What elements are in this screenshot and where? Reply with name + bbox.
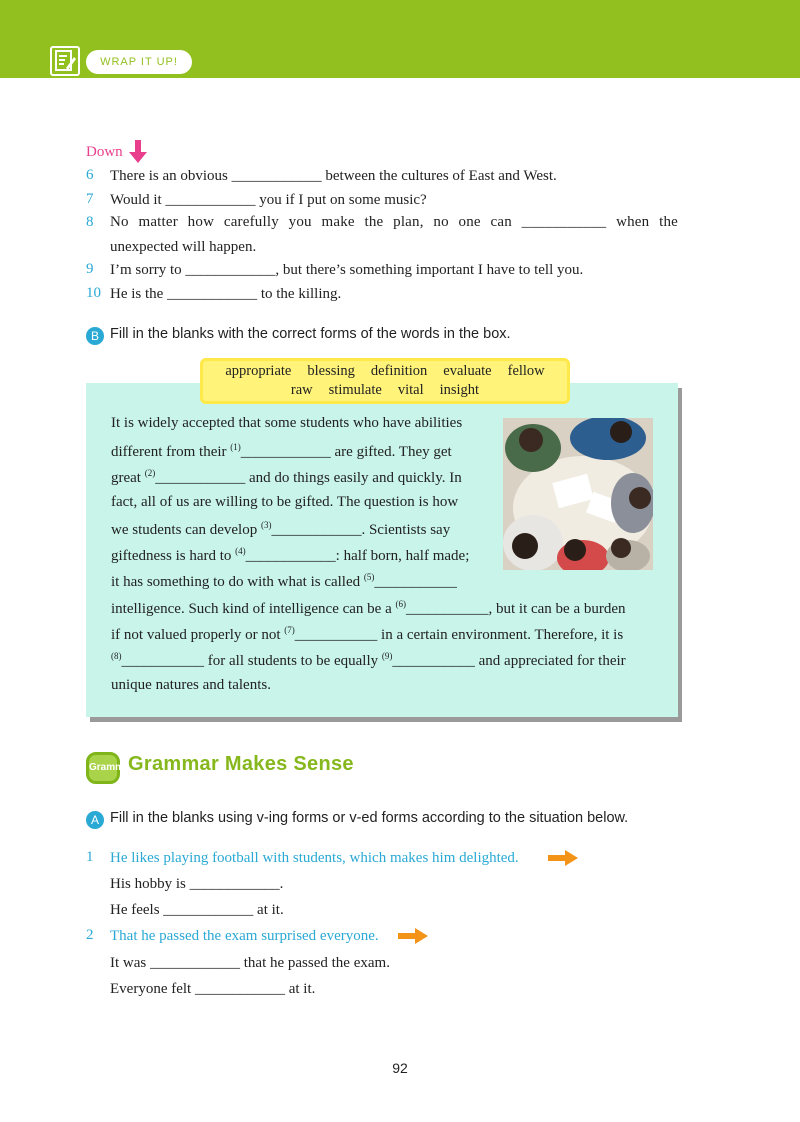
- right-arrow-icon: [548, 850, 578, 866]
- situation-prompt: He likes playing football with students, which makes him delighted.: [110, 850, 519, 866]
- clue-text: There is an obvious ____________ between the cultures of East and West.: [110, 168, 557, 184]
- word: insight: [439, 382, 480, 398]
- section-a-badge: A: [86, 811, 104, 829]
- item-number: 1: [86, 849, 94, 865]
- clue-text: He is the ____________ to the killing.: [110, 286, 342, 302]
- word: vital: [397, 382, 424, 398]
- page-number: 92: [392, 1060, 408, 1076]
- word: appropriate: [225, 363, 292, 379]
- passage-line: different from their $^{(1)}$____________ are gifted. They get: [111, 442, 452, 460]
- section-b-instruction: Fill in the blanks with the correct forms of the words in the box.: [110, 326, 511, 342]
- students-studying-photo: [503, 418, 653, 570]
- clue-number: 6: [86, 167, 94, 183]
- answer-line: His hobby is ____________.: [110, 876, 284, 892]
- passage-line: we students can develop $^{(3)}$____________. Scientists say: [111, 520, 451, 538]
- passage-line: great $^{(2)}$____________ and do things easily and quickly. In: [111, 468, 462, 486]
- word: fellow: [507, 363, 545, 379]
- section-title: Grammar Makes Sense: [128, 753, 354, 775]
- right-arrow-icon: [398, 928, 428, 944]
- passage-line: $^{(8)}$___________ for all students to be equally $^{(9)}$___________ and appreciated for their: [111, 651, 626, 669]
- clue-number: 10: [86, 285, 101, 301]
- word-box: [200, 358, 570, 404]
- word: definition: [370, 363, 428, 379]
- word: blessing: [307, 363, 355, 379]
- item-number: 2: [86, 927, 94, 943]
- grammar-icon: Grammar: [86, 752, 120, 784]
- passage-line: if not valued properly or not $^{(7)}$___________ in a certain environment. Therefore, it is: [111, 625, 624, 643]
- word: raw: [290, 382, 313, 398]
- clue-number: 8: [86, 214, 94, 230]
- down-label: Down: [86, 144, 123, 160]
- passage-line: unique natures and talents.: [111, 677, 271, 693]
- word-row-1: [200, 362, 570, 381]
- passage-line: intelligence. Such kind of intelligence can be a $^{(6)}$___________, but it can be a burden: [111, 599, 626, 617]
- clue-text: Would it ____________ you if I put on some music?: [110, 192, 427, 208]
- word: stimulate: [328, 382, 382, 398]
- section-pill: WRAP IT UP!: [86, 50, 192, 74]
- answer-line: Everyone felt ____________ at it.: [110, 981, 316, 997]
- down-arrow-icon: [128, 140, 148, 164]
- passage-line: giftedness is hard to $^{(4)}$____________: half born, half made;: [111, 546, 470, 564]
- passage-line: It is widely accepted that some students who have abilities: [111, 415, 463, 431]
- clue-text: No matter how carefully you make the plan, no one can ___________ when the: [110, 214, 678, 230]
- word: evaluate: [443, 363, 492, 379]
- answer-line: He feels ____________ at it.: [110, 902, 284, 918]
- clue-number: 9: [86, 261, 94, 277]
- section-b-badge: B: [86, 327, 104, 345]
- passage-line: it has something to do with what is called $^{(5)}$___________: [111, 572, 457, 590]
- notepad-pencil-icon: [50, 46, 80, 76]
- clue-text-continued: unexpected will happen.: [110, 239, 257, 255]
- section-a-instruction: Fill in the blanks using v-ing forms or v-ed forms according to the situation below.: [110, 810, 629, 826]
- clue-text: I’m sorry to ____________, but there’s something important I have to tell you.: [110, 262, 584, 278]
- word-row-2: [200, 381, 570, 400]
- situation-prompt: That he passed the exam surprised everyone.: [110, 928, 379, 944]
- answer-line: It was ____________ that he passed the exam.: [110, 955, 390, 971]
- passage-line: fact, all of us are willing to be gifted. The question is how: [111, 494, 459, 510]
- clue-number: 7: [86, 191, 94, 207]
